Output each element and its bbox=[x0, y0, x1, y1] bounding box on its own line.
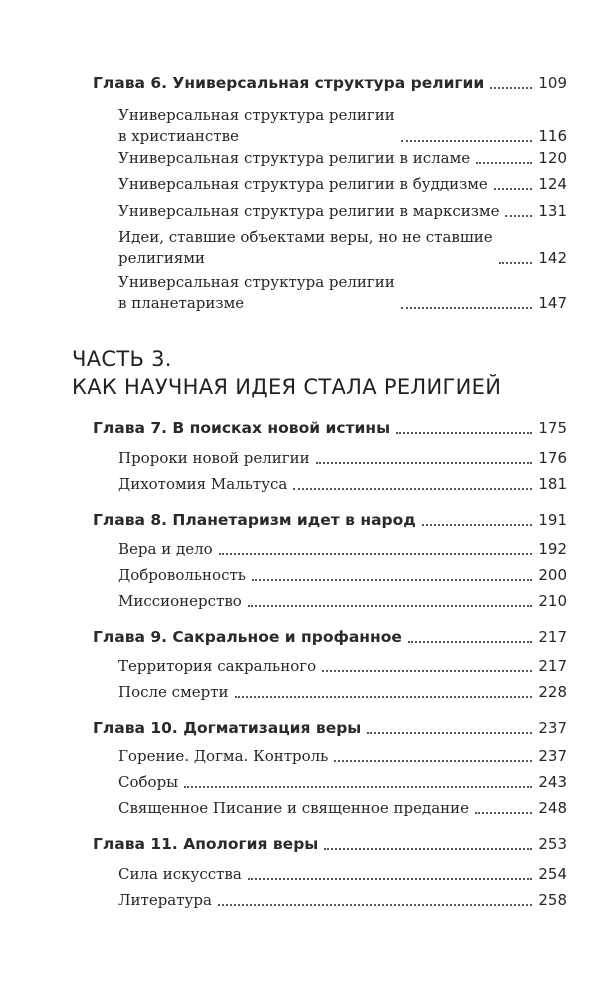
toc-page-number: 176 bbox=[538, 449, 567, 467]
dot-leader bbox=[316, 462, 533, 464]
toc-page-number: 120 bbox=[538, 149, 567, 167]
toc-page-number: 237 bbox=[538, 747, 567, 765]
toc-title: Миссионерство bbox=[118, 592, 242, 610]
dot-leader bbox=[218, 904, 532, 906]
toc-title: Универсальная структура религии в исламе bbox=[118, 149, 471, 167]
toc-section[interactable] bbox=[118, 227, 567, 269]
toc-section[interactable] bbox=[118, 746, 567, 767]
toc-page-number: 237 bbox=[538, 719, 567, 737]
toc-title: Вера и дело bbox=[118, 540, 213, 558]
toc-title: Универсальная структура религии в христианстве bbox=[118, 106, 395, 145]
dot-leader bbox=[184, 786, 532, 788]
toc-chapter[interactable] bbox=[93, 718, 567, 739]
toc-title: Идеи, ставшие объектами веры, но не ставшие религиями bbox=[118, 228, 493, 267]
dot-leader bbox=[475, 812, 532, 814]
toc-page-number: 181 bbox=[538, 475, 567, 493]
dot-leader bbox=[367, 732, 532, 734]
toc-section[interactable] bbox=[118, 105, 567, 147]
dot-leader bbox=[324, 848, 532, 850]
dot-leader bbox=[408, 641, 532, 643]
toc-page-number: 131 bbox=[538, 202, 567, 220]
toc-title: После смерти bbox=[118, 683, 229, 701]
toc-title: Дихотомия Мальтуса bbox=[118, 475, 288, 493]
toc-title: Глава 7. В поисках новой истины bbox=[93, 419, 391, 437]
toc-section[interactable] bbox=[118, 565, 567, 586]
toc-title: Глава 10. Догматизация веры bbox=[93, 719, 362, 737]
toc-page-number: 109 bbox=[538, 74, 567, 92]
toc-title: Соборы bbox=[118, 773, 179, 791]
toc-section[interactable] bbox=[118, 798, 567, 819]
toc-title: Универсальная структура религии в марксизме bbox=[118, 202, 500, 220]
toc-page-number: 191 bbox=[538, 511, 567, 529]
toc-section[interactable] bbox=[118, 474, 567, 495]
toc-page-number: 217 bbox=[538, 657, 567, 675]
dot-leader bbox=[248, 878, 533, 880]
toc-section[interactable] bbox=[118, 591, 567, 612]
toc-title: Глава 6. Универсальная структура религии bbox=[93, 74, 485, 92]
dot-leader bbox=[494, 188, 533, 190]
toc-chapter[interactable] bbox=[93, 510, 567, 531]
toc-page-number: 147 bbox=[538, 294, 567, 312]
toc-title: Универсальная структура религии в буддизме bbox=[118, 175, 488, 193]
dot-leader bbox=[422, 524, 533, 526]
toc-page-number: 248 bbox=[538, 799, 567, 817]
toc-title: Универсальная структура религии в планетаризме bbox=[118, 273, 395, 312]
toc-section[interactable] bbox=[118, 864, 567, 885]
dot-leader bbox=[505, 215, 532, 217]
toc-section[interactable] bbox=[118, 539, 567, 560]
toc-section[interactable] bbox=[118, 656, 567, 677]
toc-section[interactable] bbox=[118, 448, 567, 469]
dot-leader bbox=[490, 87, 532, 89]
dot-leader bbox=[252, 579, 532, 581]
dot-leader bbox=[322, 670, 532, 672]
dot-leader bbox=[334, 760, 532, 762]
toc-section[interactable] bbox=[118, 682, 567, 703]
toc-section[interactable] bbox=[118, 174, 567, 195]
toc-section[interactable] bbox=[118, 148, 567, 169]
toc-page-number: 243 bbox=[538, 773, 567, 791]
dot-leader bbox=[401, 140, 533, 142]
toc-page-number: 253 bbox=[538, 835, 567, 853]
toc-page-number: 175 bbox=[538, 419, 567, 437]
toc-title: Сила искусства bbox=[118, 865, 242, 883]
toc-page-number: 210 bbox=[538, 592, 567, 610]
toc-section[interactable] bbox=[118, 201, 567, 222]
toc-title: Глава 9. Сакральное и профанное bbox=[93, 628, 402, 646]
toc-section[interactable] bbox=[118, 772, 567, 793]
part-number: ЧАСТЬ 3. bbox=[72, 347, 172, 371]
toc-page-number: 192 bbox=[538, 540, 567, 558]
dot-leader bbox=[293, 488, 532, 490]
toc-page-number: 116 bbox=[538, 127, 567, 145]
toc-title: Территория сакрального bbox=[118, 657, 317, 675]
toc-page-number: 217 bbox=[538, 628, 567, 646]
toc-title: Добровольность bbox=[118, 566, 246, 584]
dot-leader bbox=[396, 432, 532, 434]
dot-leader bbox=[476, 162, 532, 164]
part-title: КАК НАУЧНАЯ ИДЕЯ СТАЛА РЕЛИГИЕЙ bbox=[72, 375, 502, 399]
dot-leader bbox=[401, 307, 533, 309]
dot-leader bbox=[499, 262, 533, 264]
toc-chapter[interactable] bbox=[93, 418, 567, 439]
toc-page-number: 228 bbox=[538, 683, 567, 701]
dot-leader bbox=[219, 553, 533, 555]
toc-page-number: 258 bbox=[538, 891, 567, 909]
toc-page-number: 254 bbox=[538, 865, 567, 883]
toc-page-number: 124 bbox=[538, 175, 567, 193]
dot-leader bbox=[248, 605, 533, 607]
toc-chapter[interactable] bbox=[93, 834, 567, 855]
toc-chapter[interactable] bbox=[93, 627, 567, 648]
toc-page-number: 200 bbox=[538, 566, 567, 584]
toc-section[interactable] bbox=[118, 890, 567, 911]
part-heading bbox=[72, 345, 501, 401]
toc-title: Литература bbox=[118, 891, 212, 909]
toc-title: Горение. Догма. Контроль bbox=[118, 747, 329, 765]
toc-section[interactable] bbox=[118, 272, 567, 314]
toc-title: Священное Писание и священное предание bbox=[118, 799, 470, 817]
dot-leader bbox=[235, 696, 533, 698]
toc-title: Глава 8. Планетаризм идет в народ bbox=[93, 511, 416, 529]
toc-title: Пророки новой религии bbox=[118, 449, 310, 467]
toc-page-number: 142 bbox=[538, 249, 567, 267]
toc-chapter[interactable] bbox=[93, 73, 567, 94]
toc-title: Глава 11. Апология веры bbox=[93, 835, 319, 853]
